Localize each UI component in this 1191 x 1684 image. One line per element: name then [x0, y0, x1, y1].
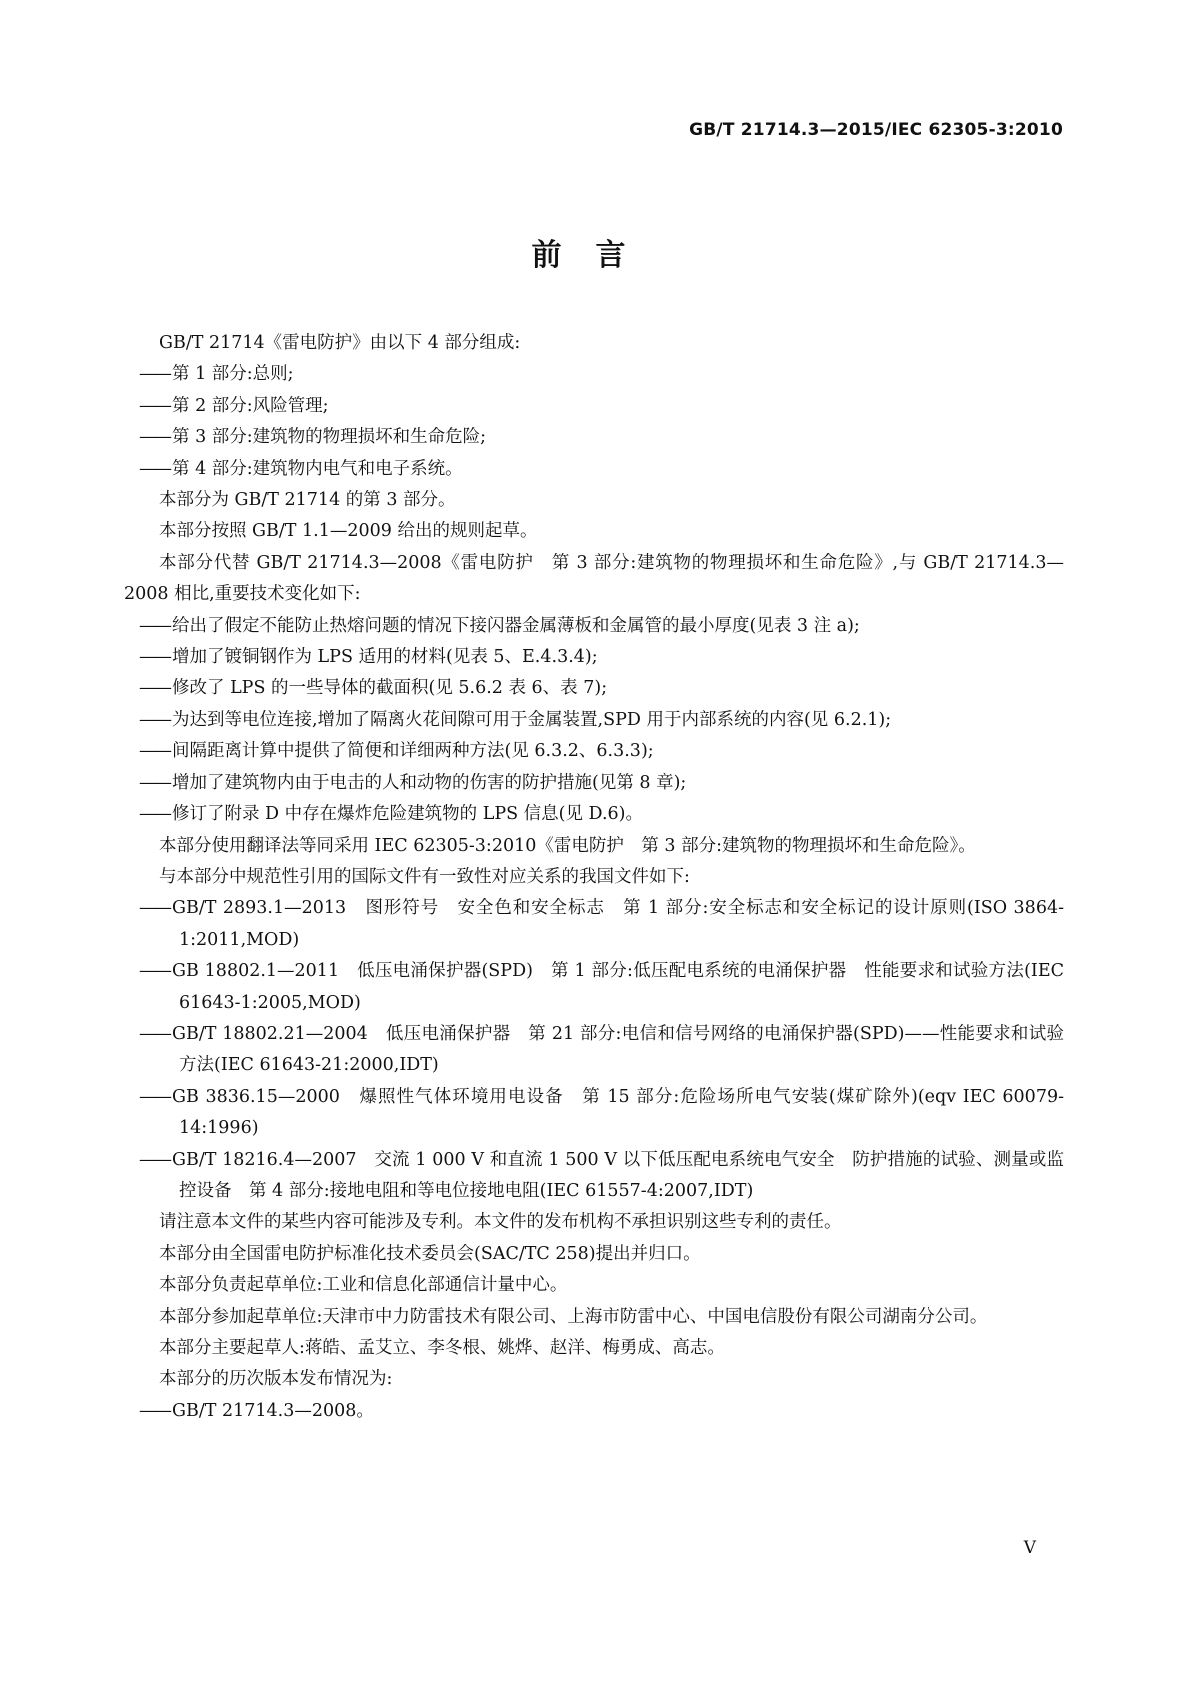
paragraph: 与本部分中规范性引用的国际文件有一致性对应关系的我国文件如下:: [159, 866, 690, 887]
standard-id-header: GB/T 21714.3—2015/IEC 62305-3:2010: [689, 120, 1063, 140]
list-item: —— 给出了假定不能防止热熔问题的情况下接闪器金属薄板和金属管的最小厚度(见表 3 注 a);: [124, 611, 1064, 642]
paragraph: 本部分的历次版本发布情况为:: [159, 1369, 393, 1390]
list-item: —— GB/T 2893.1—2013 图形符号 安全色和安全标志 第 1 部分:安全标志和安全标记的设计原则(ISO 3864-1:2011,MOD): [124, 893, 1064, 956]
paragraph: 本部分负责起草单位:工业和信息化部通信计量中心。: [159, 1275, 568, 1296]
foreword-body: [124, 328, 1064, 1427]
paragraph: 本部分由全国雷电防护标准化技术委员会(SAC/TC 258)提出并归口。: [159, 1243, 701, 1264]
list-item: —— 修改了 LPS 的一些导体的截面积(见 5.6.2 表 6、表 7);: [124, 673, 1064, 704]
list-item: —— GB 3836.15—2000 爆照性气体环境用电设备 第 15 部分:危险场所电气安装(煤矿除外)(eqv IEC 60079-14:1996): [124, 1082, 1064, 1145]
list-item: —— 第 1 部分:总则;: [124, 359, 1064, 390]
list-item: —— 第 3 部分:建筑物的物理损坏和生命危险;: [124, 422, 1064, 453]
list-item: —— GB 18802.1—2011 低压电涌保护器(SPD) 第 1 部分:低压配电系统的电涌保护器 性能要求和试验方法(IEC 61643-1:2005,MOD): [124, 956, 1064, 1019]
paragraph: 请注意本文件的某些内容可能涉及专利。本文件的发布机构不承担识别这些专利的责任。: [159, 1212, 842, 1233]
paragraph: 本部分代替 GB/T 21714.3—2008《雷电防护 第 3 部分:建筑物的物理损坏和生命危险》,与 GB/T 21714.3—2008 相比,重要技术变化如下:: [124, 552, 1064, 605]
list-item: —— 第 4 部分:建筑物内电气和电子系统。: [124, 454, 1064, 485]
list-item: —— 为达到等电位连接,增加了隔离火花间隙可用于金属装置,SPD 用于内部系统的内容(见 6.2.1);: [124, 705, 1064, 736]
paragraph: 本部分主要起草人:蒋皓、孟艾立、李冬根、姚烨、赵洋、梅勇成、高志。: [159, 1338, 725, 1358]
list-item: —— 间隔距离计算中提供了简便和详细两种方法(见 6.3.2、6.3.3);: [124, 736, 1064, 767]
list-item: —— 增加了建筑物内由于电击的人和动物的伤害的防护措施(见第 8 章);: [124, 768, 1064, 799]
list-item: —— 增加了镀铜钢作为 LPS 适用的材料(见表 5、E.4.3.4);: [124, 642, 1064, 673]
paragraph: 本部分使用翻译法等同采用 IEC 62305-3:2010《雷电防护 第 3 部分:建筑物的物理损坏和生命危险》。: [159, 835, 976, 856]
page-number: V: [1023, 1538, 1036, 1558]
paragraph: GB/T 21714《雷电防护》由以下 4 部分组成:: [159, 333, 521, 353]
list-item: —— 第 2 部分:风险管理;: [124, 391, 1064, 422]
page-title: 前言: [531, 238, 660, 273]
list-item: —— GB/T 18802.21—2004 低压电涌保护器 第 21 部分:电信和信号网络的电涌保护器(SPD)——性能要求和试验方法(IEC 61643-21:2000,IDT): [124, 1019, 1064, 1082]
paragraph: 本部分按照 GB/T 1.1—2009 给出的规则起草。: [159, 521, 538, 542]
list-item: —— GB/T 21714.3—2008。: [124, 1396, 1064, 1427]
list-item: —— 修订了附录 D 中存在爆炸危险建筑物的 LPS 信息(见 D.6)。: [124, 799, 1064, 830]
paragraph: 本部分为 GB/T 21714 的第 3 部分。: [159, 490, 456, 511]
paragraph: 本部分参加起草单位:天津市中力防雷技术有限公司、上海市防雷中心、中国电信股份有限公司湖南分公司。: [159, 1306, 988, 1327]
list-item: —— GB/T 18216.4—2007 交流 1 000 V 和直流 1 500 V 以下低压配电系统电气安全 防护措施的试验、测量或监控设备 第 4 部分:接地电阻和等电位接地电阻(IEC 61557-4:2007,IDT): [124, 1145, 1064, 1208]
